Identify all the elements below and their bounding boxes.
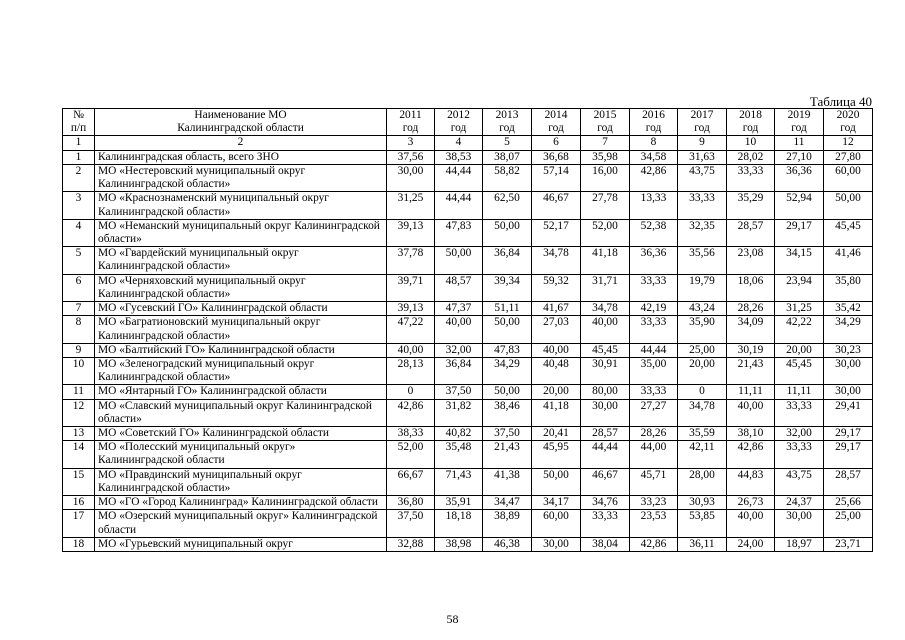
value-cell: 37,50 bbox=[435, 385, 483, 399]
value-cell: 18,18 bbox=[435, 510, 483, 537]
municipality-name: МО «Янтарный ГО» Калининградской области bbox=[95, 385, 387, 399]
index-cell: 2 bbox=[95, 136, 387, 150]
value-cell: 28,57 bbox=[727, 219, 775, 246]
municipality-name: МО «Полесский муниципальный округ» Калининградской области bbox=[95, 441, 387, 468]
value-cell: 36,84 bbox=[435, 357, 483, 384]
value-cell: 20,00 bbox=[678, 357, 727, 384]
data-table bbox=[62, 108, 873, 552]
value-cell: 38,46 bbox=[483, 399, 532, 426]
table-row bbox=[63, 164, 873, 191]
value-cell: 30,00 bbox=[824, 385, 873, 399]
header-name bbox=[95, 109, 387, 136]
value-cell: 30,91 bbox=[581, 357, 630, 384]
value-cell: 44,44 bbox=[630, 343, 678, 357]
value-cell: 46,67 bbox=[532, 192, 581, 219]
header-year-value: 2011 bbox=[399, 109, 422, 121]
value-cell: 50,00 bbox=[824, 192, 873, 219]
value-cell: 44,44 bbox=[435, 192, 483, 219]
municipality-name: МО «Краснознаменский муниципальный округ Калининградской области» bbox=[95, 192, 387, 219]
value-cell: 45,95 bbox=[532, 441, 581, 468]
value-cell: 41,46 bbox=[824, 247, 873, 274]
value-cell: 52,17 bbox=[532, 219, 581, 246]
value-cell: 38,04 bbox=[581, 537, 630, 551]
municipality-name: МО «Гурьевский муниципальный округ bbox=[95, 537, 387, 551]
header-year-suffix: год bbox=[742, 122, 759, 135]
value-cell: 32,00 bbox=[435, 343, 483, 357]
value-cell: 34,78 bbox=[581, 302, 630, 316]
value-cell: 60,00 bbox=[532, 510, 581, 537]
value-cell: 16,00 bbox=[581, 164, 630, 191]
value-cell: 23,71 bbox=[824, 537, 873, 551]
row-number: 5 bbox=[63, 247, 95, 274]
value-cell: 20,00 bbox=[775, 343, 824, 357]
row-number: 10 bbox=[63, 357, 95, 384]
value-cell: 18,06 bbox=[727, 274, 775, 301]
value-cell: 59,32 bbox=[532, 274, 581, 301]
header-year-suffix: год bbox=[840, 122, 856, 135]
table-row bbox=[63, 247, 873, 274]
value-cell: 36,84 bbox=[483, 247, 532, 274]
value-cell: 47,22 bbox=[387, 316, 435, 343]
index-cell: 1 bbox=[63, 136, 95, 150]
municipality-name: Калининградская область, всего ЗНО bbox=[95, 150, 387, 164]
value-cell: 21,43 bbox=[727, 357, 775, 384]
value-cell: 31,25 bbox=[775, 302, 824, 316]
header-name-line1: Наименование МО bbox=[194, 109, 287, 121]
value-cell: 41,38 bbox=[483, 468, 532, 495]
header-num-line1: № bbox=[73, 109, 84, 121]
municipality-name: МО «Черняховский муниципальный округ Калининградской области» bbox=[95, 274, 387, 301]
value-cell: 33,33 bbox=[630, 316, 678, 343]
value-cell: 0 bbox=[387, 385, 435, 399]
row-number: 3 bbox=[63, 192, 95, 219]
value-cell: 45,71 bbox=[630, 468, 678, 495]
index-cell: 7 bbox=[581, 136, 630, 150]
value-cell: 32,88 bbox=[387, 537, 435, 551]
value-cell: 30,00 bbox=[387, 164, 435, 191]
municipality-name: МО «Балтийский ГО» Калининградской области bbox=[95, 343, 387, 357]
value-cell: 43,75 bbox=[775, 468, 824, 495]
value-cell: 39,13 bbox=[387, 302, 435, 316]
value-cell: 57,14 bbox=[532, 164, 581, 191]
value-cell: 38,10 bbox=[727, 427, 775, 441]
value-cell: 30,00 bbox=[775, 510, 824, 537]
value-cell: 50,00 bbox=[532, 468, 581, 495]
header-year-suffix: год bbox=[450, 122, 467, 135]
value-cell: 47,83 bbox=[435, 219, 483, 246]
value-cell: 47,83 bbox=[483, 343, 532, 357]
header-year-value: 2016 bbox=[642, 109, 665, 121]
value-cell: 34,47 bbox=[483, 496, 532, 510]
value-cell: 42,86 bbox=[630, 164, 678, 191]
value-cell: 34,17 bbox=[532, 496, 581, 510]
value-cell: 33,33 bbox=[630, 274, 678, 301]
table-caption: Таблица 40 bbox=[809, 94, 872, 109]
value-cell: 25,00 bbox=[678, 343, 727, 357]
value-cell: 35,59 bbox=[678, 427, 727, 441]
value-cell: 71,43 bbox=[435, 468, 483, 495]
value-cell: 40,00 bbox=[387, 343, 435, 357]
index-cell: 12 bbox=[824, 136, 873, 150]
value-cell: 34,76 bbox=[581, 496, 630, 510]
header-num-line2: п/п bbox=[70, 122, 87, 135]
value-cell: 41,67 bbox=[532, 302, 581, 316]
row-number: 6 bbox=[63, 274, 95, 301]
header-year bbox=[435, 109, 483, 136]
index-cell: 5 bbox=[483, 136, 532, 150]
table-row bbox=[63, 357, 873, 384]
table-row bbox=[63, 399, 873, 426]
row-number: 14 bbox=[63, 441, 95, 468]
value-cell: 51,11 bbox=[483, 302, 532, 316]
row-number: 8 bbox=[63, 316, 95, 343]
table-row bbox=[63, 496, 873, 510]
municipality-name: МО «Гусевский ГО» Калининградской области bbox=[95, 302, 387, 316]
municipality-name: МО «Советский ГО» Калининградской области bbox=[95, 427, 387, 441]
value-cell: 23,53 bbox=[630, 510, 678, 537]
value-cell: 40,00 bbox=[727, 399, 775, 426]
row-number: 13 bbox=[63, 427, 95, 441]
value-cell: 52,00 bbox=[387, 441, 435, 468]
value-cell: 30,23 bbox=[824, 343, 873, 357]
row-number: 17 bbox=[63, 510, 95, 537]
value-cell: 28,13 bbox=[387, 357, 435, 384]
value-cell: 36,36 bbox=[775, 164, 824, 191]
value-cell: 26,73 bbox=[727, 496, 775, 510]
table-row bbox=[63, 192, 873, 219]
value-cell: 52,38 bbox=[630, 219, 678, 246]
value-cell: 34,78 bbox=[678, 399, 727, 426]
header-year-suffix: год bbox=[597, 122, 613, 135]
value-cell: 40,00 bbox=[581, 316, 630, 343]
municipality-name: МО «Зеленоградский муниципальный округ Калининградской области» bbox=[95, 357, 387, 384]
value-cell: 36,11 bbox=[678, 537, 727, 551]
table-index-row bbox=[63, 136, 873, 150]
value-cell: 44,44 bbox=[581, 441, 630, 468]
header-year bbox=[483, 109, 532, 136]
value-cell: 44,83 bbox=[727, 468, 775, 495]
header-year bbox=[630, 109, 678, 136]
value-cell: 20,41 bbox=[532, 427, 581, 441]
municipality-name: МО «Багратионовский муниципальный округ Калининградской области» bbox=[95, 316, 387, 343]
value-cell: 29,41 bbox=[824, 399, 873, 426]
header-year-value: 2013 bbox=[495, 109, 519, 121]
header-year bbox=[824, 109, 873, 136]
value-cell: 35,98 bbox=[581, 150, 630, 164]
header-year bbox=[678, 109, 727, 136]
header-year-value: 2020 bbox=[836, 109, 860, 121]
header-year-suffix: год bbox=[645, 122, 662, 135]
value-cell: 27,03 bbox=[532, 316, 581, 343]
value-cell: 66,67 bbox=[387, 468, 435, 495]
value-cell: 38,98 bbox=[435, 537, 483, 551]
value-cell: 52,00 bbox=[581, 219, 630, 246]
header-year bbox=[727, 109, 775, 136]
value-cell: 33,33 bbox=[678, 192, 727, 219]
value-cell: 46,67 bbox=[581, 468, 630, 495]
value-cell: 37,56 bbox=[387, 150, 435, 164]
municipality-name: МО «Озерский муниципальный округ» Калининградской области bbox=[95, 510, 387, 537]
value-cell: 24,00 bbox=[727, 537, 775, 551]
table-row bbox=[63, 150, 873, 164]
municipality-name: МО «Славский муниципальный округ Калининградской области» bbox=[95, 399, 387, 426]
value-cell: 13,33 bbox=[630, 192, 678, 219]
value-cell: 27,78 bbox=[581, 192, 630, 219]
value-cell: 25,00 bbox=[824, 510, 873, 537]
table-row bbox=[63, 316, 873, 343]
table-row bbox=[63, 343, 873, 357]
value-cell: 40,48 bbox=[532, 357, 581, 384]
value-cell: 40,00 bbox=[532, 343, 581, 357]
value-cell: 34,29 bbox=[824, 316, 873, 343]
row-number: 4 bbox=[63, 219, 95, 246]
value-cell: 0 bbox=[678, 385, 727, 399]
table-row bbox=[63, 219, 873, 246]
value-cell: 32,00 bbox=[775, 427, 824, 441]
row-number: 11 bbox=[63, 385, 95, 399]
row-number: 1 bbox=[63, 150, 95, 164]
index-cell: 4 bbox=[435, 136, 483, 150]
table-row bbox=[63, 274, 873, 301]
value-cell: 42,11 bbox=[678, 441, 727, 468]
value-cell: 35,56 bbox=[678, 247, 727, 274]
index-cell: 8 bbox=[630, 136, 678, 150]
value-cell: 39,71 bbox=[387, 274, 435, 301]
header-name-line2: Калининградской области bbox=[177, 122, 304, 135]
value-cell: 36,36 bbox=[630, 247, 678, 274]
value-cell: 35,80 bbox=[824, 274, 873, 301]
value-cell: 34,29 bbox=[483, 357, 532, 384]
value-cell: 44,00 bbox=[630, 441, 678, 468]
table-header-row bbox=[63, 109, 873, 136]
row-number: 18 bbox=[63, 537, 95, 551]
value-cell: 80,00 bbox=[581, 385, 630, 399]
value-cell: 20,00 bbox=[532, 385, 581, 399]
value-cell: 28,26 bbox=[630, 427, 678, 441]
value-cell: 43,75 bbox=[678, 164, 727, 191]
header-year-suffix: год bbox=[694, 122, 710, 135]
index-cell: 11 bbox=[775, 136, 824, 150]
value-cell: 52,94 bbox=[775, 192, 824, 219]
value-cell: 38,33 bbox=[387, 427, 435, 441]
value-cell: 34,15 bbox=[775, 247, 824, 274]
value-cell: 40,00 bbox=[435, 316, 483, 343]
value-cell: 19,79 bbox=[678, 274, 727, 301]
value-cell: 35,90 bbox=[678, 316, 727, 343]
value-cell: 30,19 bbox=[727, 343, 775, 357]
value-cell: 30,00 bbox=[532, 537, 581, 551]
value-cell: 39,34 bbox=[483, 274, 532, 301]
table-row bbox=[63, 441, 873, 468]
value-cell: 39,13 bbox=[387, 219, 435, 246]
header-year-value: 2015 bbox=[593, 109, 617, 121]
row-number: 12 bbox=[63, 399, 95, 426]
value-cell: 24,37 bbox=[775, 496, 824, 510]
value-cell: 21,43 bbox=[483, 441, 532, 468]
value-cell: 33,23 bbox=[630, 496, 678, 510]
header-year-value: 2019 bbox=[787, 109, 811, 121]
header-num bbox=[63, 109, 95, 136]
header-year-value: 2018 bbox=[739, 109, 762, 121]
value-cell: 36,80 bbox=[387, 496, 435, 510]
value-cell: 40,00 bbox=[727, 510, 775, 537]
value-cell: 33,33 bbox=[775, 441, 824, 468]
value-cell: 11,11 bbox=[727, 385, 775, 399]
value-cell: 11,11 bbox=[775, 385, 824, 399]
value-cell: 50,00 bbox=[483, 316, 532, 343]
value-cell: 50,00 bbox=[435, 247, 483, 274]
value-cell: 34,78 bbox=[532, 247, 581, 274]
row-number: 15 bbox=[63, 468, 95, 495]
value-cell: 30,00 bbox=[581, 399, 630, 426]
value-cell: 38,53 bbox=[435, 150, 483, 164]
page-number: 58 bbox=[446, 612, 459, 626]
value-cell: 41,18 bbox=[581, 247, 630, 274]
table-row bbox=[63, 302, 873, 316]
table-row bbox=[63, 427, 873, 441]
value-cell: 45,45 bbox=[581, 343, 630, 357]
header-year bbox=[581, 109, 630, 136]
header-year-value: 2017 bbox=[690, 109, 714, 121]
value-cell: 29,17 bbox=[775, 219, 824, 246]
value-cell: 31,71 bbox=[581, 274, 630, 301]
value-cell: 35,29 bbox=[727, 192, 775, 219]
row-number: 7 bbox=[63, 302, 95, 316]
header-year-suffix: год bbox=[791, 122, 807, 135]
table-row bbox=[63, 537, 873, 551]
value-cell: 42,22 bbox=[775, 316, 824, 343]
value-cell: 28,57 bbox=[581, 427, 630, 441]
municipality-name: МО «ГО «Город Калининград» Калининградской области bbox=[95, 496, 387, 510]
value-cell: 23,08 bbox=[727, 247, 775, 274]
value-cell: 33,33 bbox=[630, 385, 678, 399]
value-cell: 38,89 bbox=[483, 510, 532, 537]
header-year bbox=[532, 109, 581, 136]
value-cell: 42,86 bbox=[630, 537, 678, 551]
value-cell: 33,33 bbox=[775, 399, 824, 426]
value-cell: 31,25 bbox=[387, 192, 435, 219]
value-cell: 62,50 bbox=[483, 192, 532, 219]
value-cell: 37,50 bbox=[387, 510, 435, 537]
value-cell: 23,94 bbox=[775, 274, 824, 301]
value-cell: 30,00 bbox=[824, 357, 873, 384]
table-row bbox=[63, 468, 873, 495]
municipality-name: МО «Правдинский муниципальный округ Калининградской области» bbox=[95, 468, 387, 495]
value-cell: 50,00 bbox=[483, 385, 532, 399]
value-cell: 28,26 bbox=[727, 302, 775, 316]
value-cell: 53,85 bbox=[678, 510, 727, 537]
value-cell: 33,33 bbox=[581, 510, 630, 537]
value-cell: 27,10 bbox=[775, 150, 824, 164]
value-cell: 35,00 bbox=[630, 357, 678, 384]
municipality-name: МО «Неманский муниципальный округ Калининградской области» bbox=[95, 219, 387, 246]
value-cell: 32,35 bbox=[678, 219, 727, 246]
value-cell: 38,07 bbox=[483, 150, 532, 164]
index-cell: 10 bbox=[727, 136, 775, 150]
value-cell: 35,91 bbox=[435, 496, 483, 510]
value-cell: 31,63 bbox=[678, 150, 727, 164]
value-cell: 45,45 bbox=[775, 357, 824, 384]
value-cell: 43,24 bbox=[678, 302, 727, 316]
value-cell: 60,00 bbox=[824, 164, 873, 191]
value-cell: 33,33 bbox=[727, 164, 775, 191]
index-cell: 3 bbox=[387, 136, 435, 150]
value-cell: 35,42 bbox=[824, 302, 873, 316]
table-row bbox=[63, 385, 873, 399]
value-cell: 29,17 bbox=[824, 427, 873, 441]
value-cell: 46,38 bbox=[483, 537, 532, 551]
value-cell: 27,27 bbox=[630, 399, 678, 426]
municipality-name: МО «Нестеровский муниципальный округ Калининградской области» bbox=[95, 164, 387, 191]
header-year-suffix: год bbox=[499, 122, 515, 135]
value-cell: 28,00 bbox=[678, 468, 727, 495]
value-cell: 29,17 bbox=[824, 441, 873, 468]
header-year-value: 2012 bbox=[447, 109, 470, 121]
value-cell: 28,57 bbox=[824, 468, 873, 495]
municipality-name: МО «Гвардейский муниципальный округ Калининградской области» bbox=[95, 247, 387, 274]
value-cell: 48,57 bbox=[435, 274, 483, 301]
index-cell: 6 bbox=[532, 136, 581, 150]
header-year bbox=[775, 109, 824, 136]
row-number: 16 bbox=[63, 496, 95, 510]
header-year bbox=[387, 109, 435, 136]
value-cell: 45,45 bbox=[824, 219, 873, 246]
row-number: 9 bbox=[63, 343, 95, 357]
value-cell: 58,82 bbox=[483, 164, 532, 191]
value-cell: 18,97 bbox=[775, 537, 824, 551]
value-cell: 30,93 bbox=[678, 496, 727, 510]
header-year-suffix: год bbox=[548, 122, 564, 135]
value-cell: 50,00 bbox=[483, 219, 532, 246]
value-cell: 37,50 bbox=[483, 427, 532, 441]
value-cell: 37,78 bbox=[387, 247, 435, 274]
value-cell: 25,66 bbox=[824, 496, 873, 510]
value-cell: 42,86 bbox=[727, 441, 775, 468]
value-cell: 42,86 bbox=[387, 399, 435, 426]
value-cell: 40,82 bbox=[435, 427, 483, 441]
value-cell: 34,58 bbox=[630, 150, 678, 164]
index-cell: 9 bbox=[678, 136, 727, 150]
value-cell: 47,37 bbox=[435, 302, 483, 316]
value-cell: 44,44 bbox=[435, 164, 483, 191]
value-cell: 42,19 bbox=[630, 302, 678, 316]
value-cell: 35,48 bbox=[435, 441, 483, 468]
table-body bbox=[63, 150, 873, 551]
value-cell: 27,80 bbox=[824, 150, 873, 164]
value-cell: 41,18 bbox=[532, 399, 581, 426]
value-cell: 31,82 bbox=[435, 399, 483, 426]
value-cell: 28,02 bbox=[727, 150, 775, 164]
row-number: 2 bbox=[63, 164, 95, 191]
header-year-value: 2014 bbox=[544, 109, 568, 121]
header-year-suffix: год bbox=[402, 122, 419, 135]
value-cell: 34,09 bbox=[727, 316, 775, 343]
table-row bbox=[63, 510, 873, 537]
value-cell: 36,68 bbox=[532, 150, 581, 164]
